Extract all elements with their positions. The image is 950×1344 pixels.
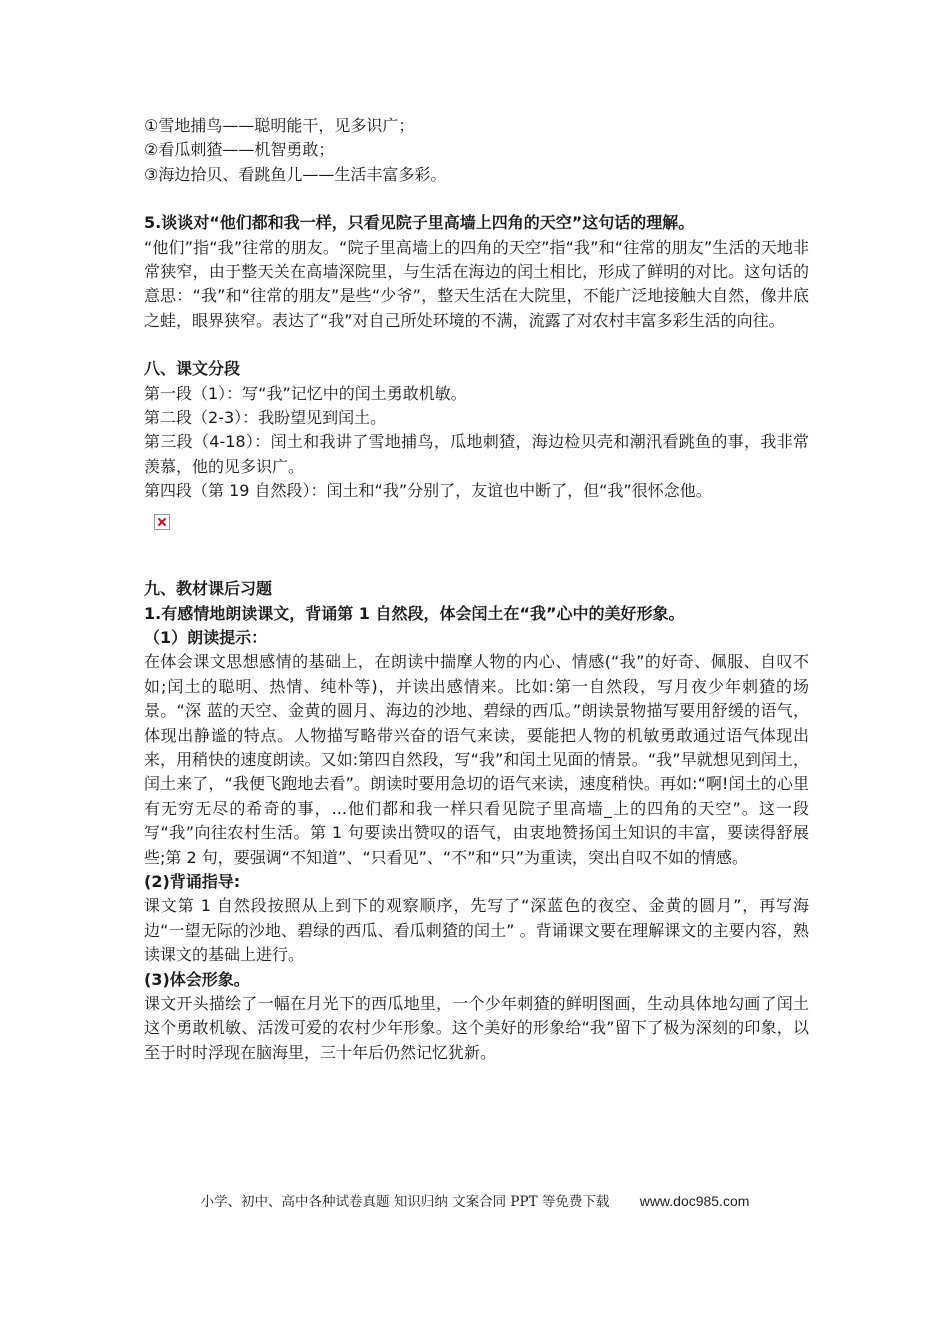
question-5-title: 5.谈谈对“他们都和我一样，只看见院子里高墙上四角的天空”这句话的理解。	[144, 213, 695, 233]
footer-url[interactable]: www.doc985.com	[639, 1193, 750, 1209]
segment-paragraph: 第二段（2-3）：我盼望见到闰土。	[144, 408, 387, 428]
segment-paragraph: 第四段（第 19 自然段）：闰土和“我”分别了，友谊也中断了，但“我”很怀念他。	[144, 481, 712, 501]
section-9-title: 九、教材课后习题	[144, 579, 273, 599]
broken-image-icon	[154, 514, 170, 530]
exercise-1-title: 1.有感情地朗读课文，背诵第 1 自然段，体会闰土在“我”心中的美好形象。	[144, 603, 685, 623]
list-item: ③海边拾贝、看跳鱼儿——生活丰富多彩。	[144, 164, 447, 184]
segment-paragraph: 第一段（1）：写“我”记忆中的闰土勇敢机敏。	[144, 383, 467, 403]
page-footer	[0, 1190, 950, 1210]
segment-paragraph: 第三段（4-18）：闰土和我讲了雪地捕鸟，瓜地刺猹，海边检贝壳和潮汛看跳鱼的事，我非常羡慕，他的见多识广。	[144, 432, 809, 476]
list-item: ①雪地捕鸟——聪明能干，见多识广；	[144, 116, 415, 135]
image-appreciation-text: 课文开头描绘了一幅在月光下的西瓜地里，一个少年刺猹的鲜明图画，生动具体地勾画了闰土这个勇敢机敏、活泼可爱的农村少年形象。这个美好的形象给“我”留下了极为深刻的印象，以至于时时浮现在脑海里，三十年后仍然记忆犹新。	[144, 994, 809, 1062]
recitation-guide-title: (2)背诵指导:	[144, 871, 241, 891]
question-5-answer: “他们”指“我”往常的朋友。“院子里高墙上的四角的天空”指“我”和“往常的朋友”生活的天地非常狭窄，由于整天关在高墙深院里，与生活在海边的闰土相比，形成了鲜明的对比。这句话的意思：“我”和“往常的朋友”是些“少爷”，整天生活在大院里，不能广泛地接触大自然，像井底之蛙，眼界狭窄。表达了“我”对自己所处环境的不满，流露了对农村丰富多彩生活的向往。	[144, 237, 809, 330]
image-appreciation-title: (3)体会形象。	[144, 969, 250, 989]
reading-tips-text: 在体会课文思想感情的基础上，在朗读中揣摩人物的内心、情感(“我”的好奇、佩服、自叹不如;闰土的聪明、热情、纯朴等)，并读出感情来。比如:第一自然段，写月夜少年刺猹的场景。“深 蓝的天空、金黄的圆月、海边的沙地、碧绿的西瓜。”朗读景物描写要用舒缓的语气，体现出静谧的特点。人物描写略带兴奋的语气来读，要能把人物的机敏勇敢通过语气体现出来，用稍快的速度朗读。又如:第四自然段，写“我”和闰土见面的情景。“我”早就想见到闰土，闰土来了，“我便飞跑地去看”。朗读时要用急切的语气来读，速度稍快。再如:“啊!闰土的心里有无穷无尽的希奇的事，...他们都和我一样只看见院子里高墙_上的四角的天空”。这一段写“我”向往农村生活。第 1 句要读出赞叹的语气，由衷地赞扬闰土知识的丰富，要读得舒展些;第 2 句，要强调“不知道”、“只看见”、“不”和“只”为重读，突出自叹不如的情感。	[144, 652, 809, 867]
list-item: ②看瓜刺猹——机智勇敢；	[144, 140, 335, 160]
document-body	[144, 114, 809, 1065]
reading-tips-title: （1）朗读提示：	[144, 627, 268, 647]
footer-text: 小学、初中、高中各种试卷真题 知识归纳 文案合同 PPT 等免费下载	[200, 1194, 610, 1210]
section-8-title: 八、课文分段	[144, 359, 241, 379]
recitation-guide-text: 课文第 1 自然段按照从上到下的观察顺序，先写了“深蓝色的夜空、金黄的圆月”，再写海边“一望无际的沙地、碧绿的西瓜、看瓜刺猹的闰土” 。背诵课文要在理解课文的主要内容，熟读课文的基础上进行。	[144, 896, 809, 965]
